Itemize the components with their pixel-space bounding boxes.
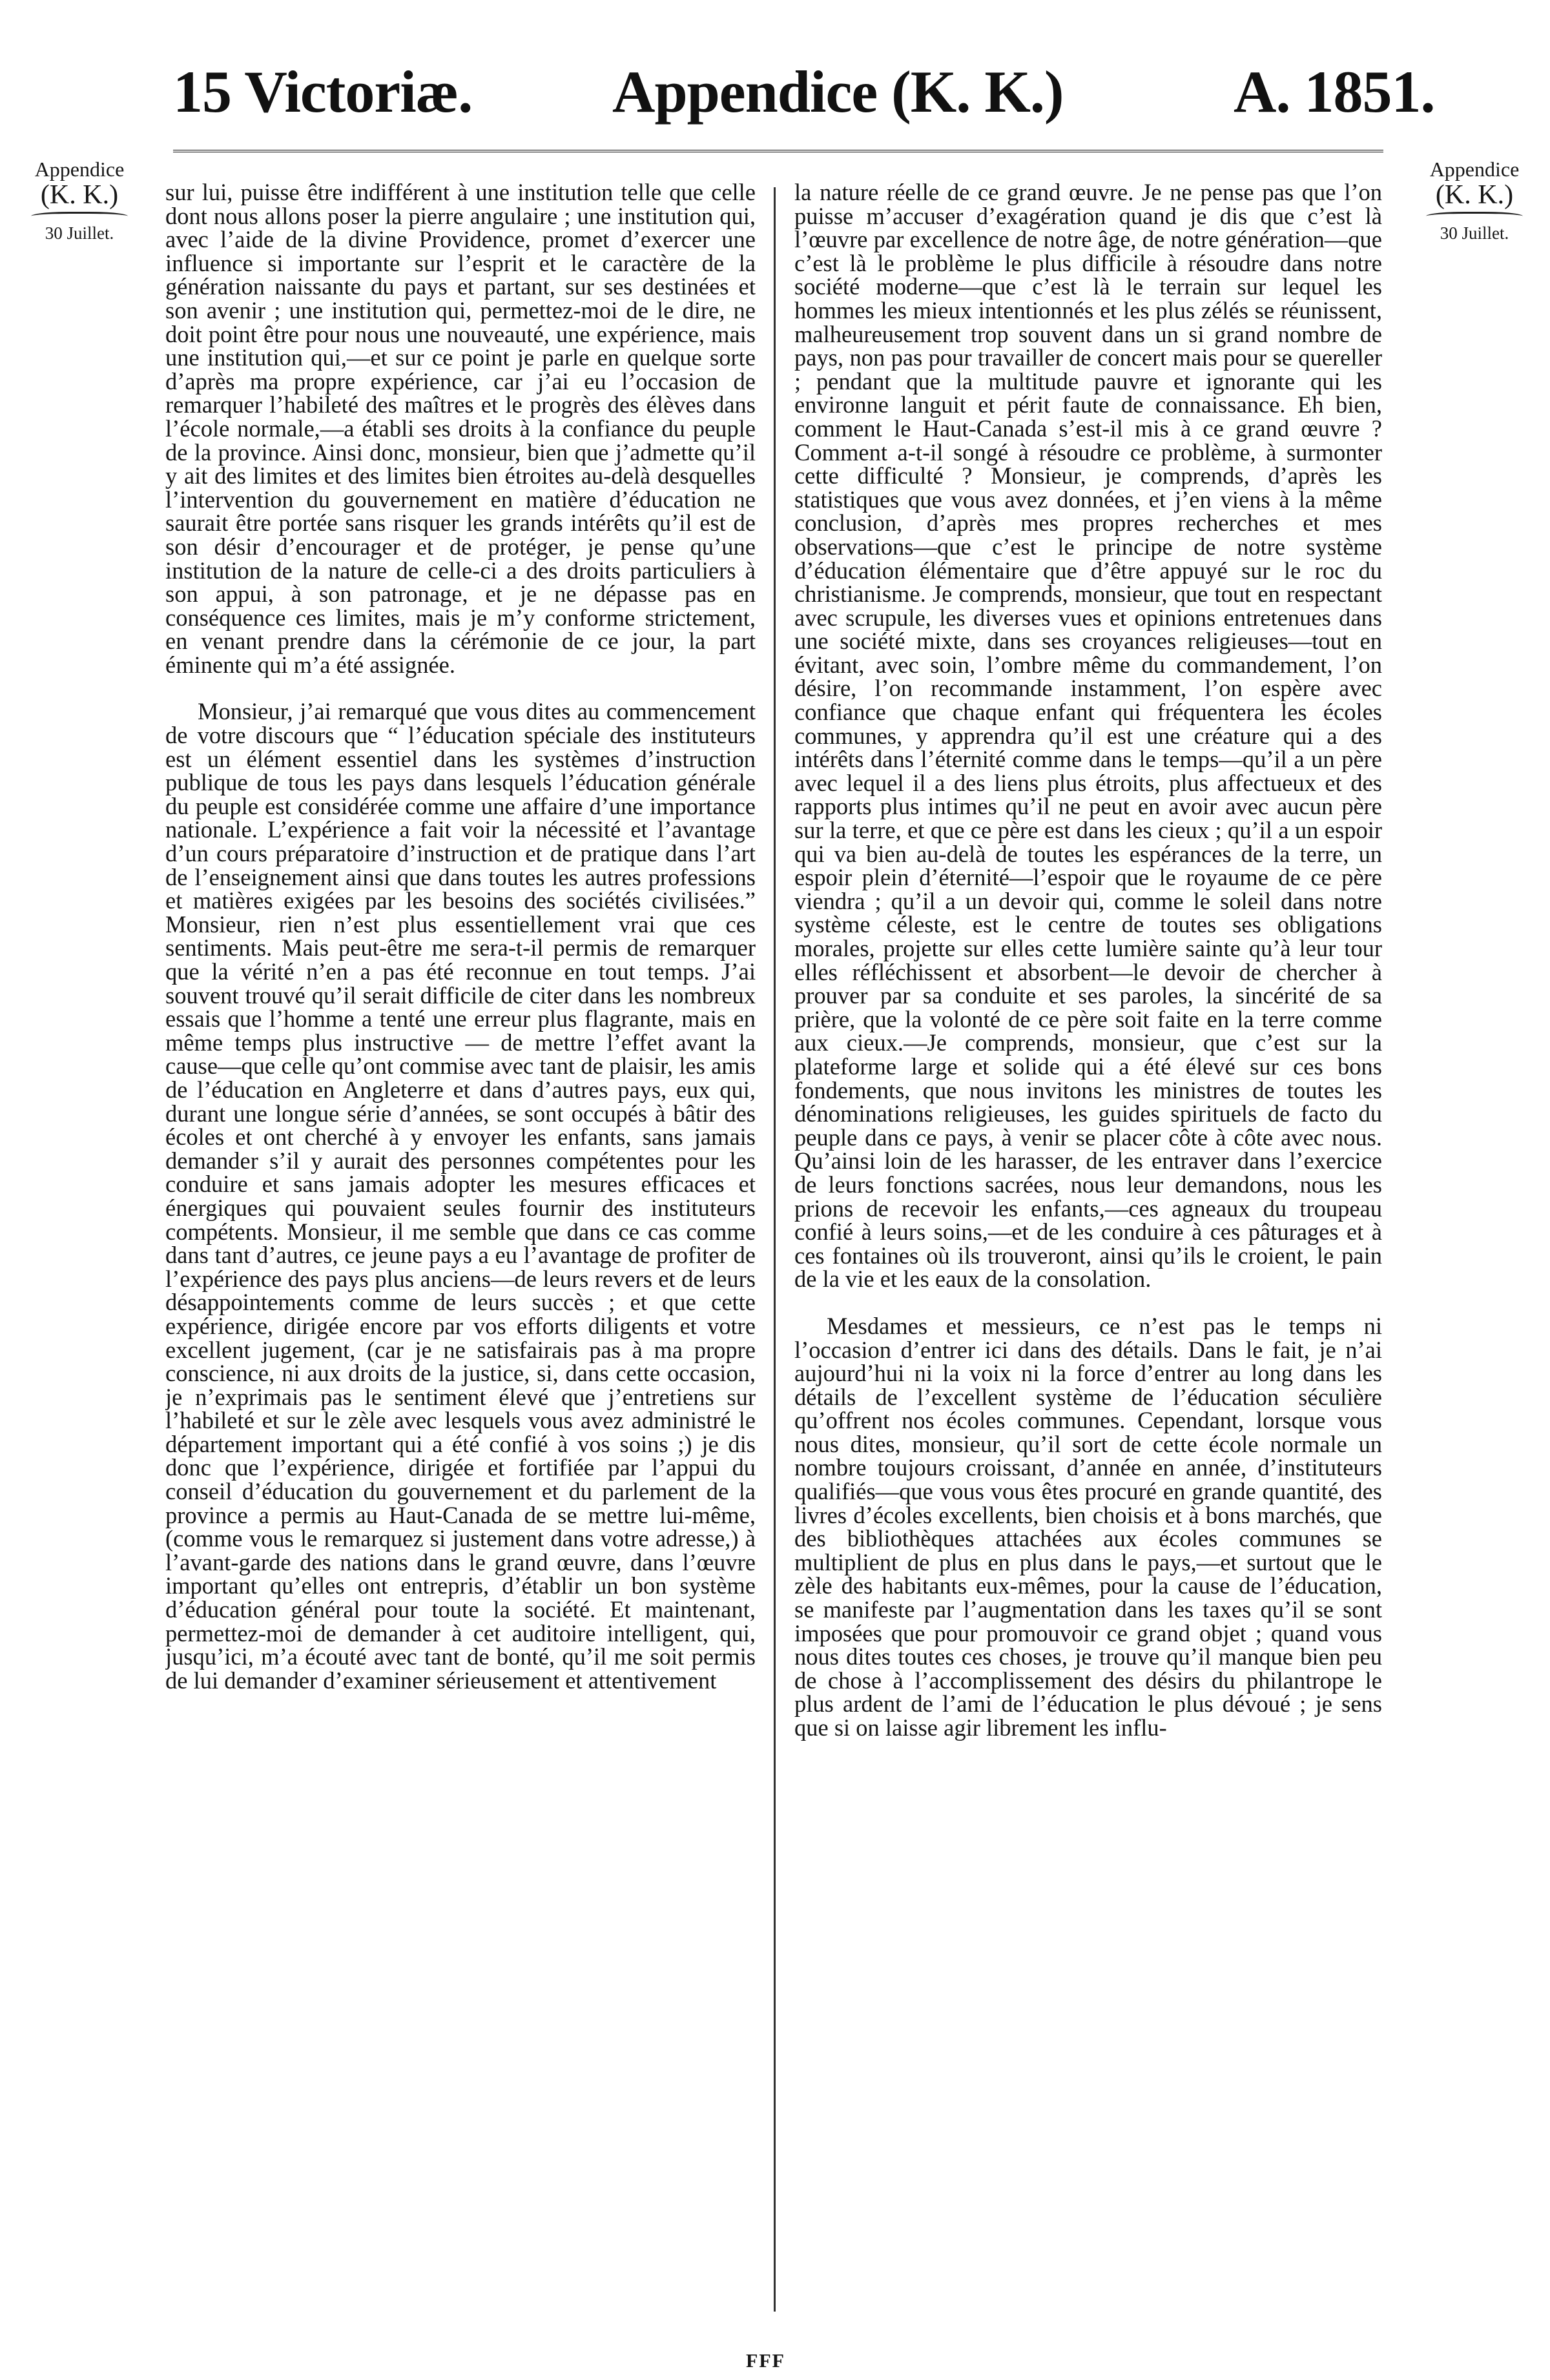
signature-mark: FFF bbox=[746, 2350, 785, 2372]
margin-note-left bbox=[25, 159, 134, 242]
paragraph: la nature réelle de ce grand œuvre. Je ne pense pas que l’on puisse m’accuser d’exagération quand je dis que c’est là l’œuvre par excellence de notre âge, de notre génération—que c’est là le problème le plus difficile à résoudre dans notre société moderne—que c’est là le terrain sur lequel les hommes les mieux intentionnés et les plus zélés se réunissent, malheureusement trop souvent dans un si grand nombre de pays, non pas pour travailler de concert mais pour se quereller ; pendant que la multitude pauvre et ignorante qui les environne languit et périt faute de connaissance. Eh bien, comment le Haut-Canada s’est-il mis à ce grand œuvre ? Comment a-t-il songé à résoudre ce problème, à surmonter cette difficulté ? Monsieur, je comprends, d’après les statistiques que vous avez données, et j’en viens à la même conclusion, d’après mes propres recherches et mes observations—que c’est le principe de notre système d’éducation élémentaire que d’être appuyé sur le roc du christianisme. Je comprends, monsieur, que tout en respectant avec scrupule, les diverses vues et opinions entretenues dans une société mixte, dans ses croyances religieuses—tout en évitant, avec soin, l’ombre même du commandement, l’on désire, l’on recommande instamment, l’on espère avec confiance que chaque enfant qui fréquentera les écoles communes, y apprendra qu’il est une créature qui a des intérêts dans l’éternité comme dans le temps—qu’il a un père avec lequel il a des liens plus étroits, plus affectueux et des rapports plus intimes qu’il ne peut en avoir avec aucun père sur la terre, et que ce père est dans les cieux ; qu’il a un espoir qui va bien au-delà de toutes les espérances de la terre, un espoir plein d’éternité—l’espoir que le royaume de ce père viendra ; qu’il a un devoir qui, comme le soleil dans notre système céleste, est le centre de toutes ses obligations morales, projette sur elles cette lumière sainte qu’à leur tour elles réfléchissent et absorbent—le devoir de chercher à prouver par sa conduite et ses paroles, la sincérité de sa prière, que la volonté de ce père soit faite en la terre comme aux cieux.—Je comprends, monsieur, que c’est sur la plateforme large et solide qui a été élevé sur ces bons fondements, que nous invitons les ministres de toutes les dénominations religieuses, les guides spirituels de facto du peuple dans ce pays, à venir se placer côte à côte avec nous. Qu’ainsi loin de les harasser, de les entraver dans l’exercice de leurs fonctions sacrées, nous leur demandons, nous les prions de recevoir les enfants,—ces agneaux du troupeau confié à leurs soins,—et de les conduire à ces pâturages et à ces fontaines où ils trouveront, ainsi qu’ils le croient, le pain de la vie et les eaux de la consolation. bbox=[794, 181, 1382, 1293]
margin-note-date: 30 Juillet. bbox=[45, 223, 114, 243]
margin-note-kk: (K. K.) bbox=[1435, 180, 1514, 210]
paragraph: sur lui, puisse être indifférent à une institution telle que celle dont nous allons poser la pierre angulaire ; une institution qui, avec l’aide de la divine Providence, promet d’exercer une influence si importante sur l’esprit et le caractère de la génération naissante du pays et partant, sur ses destinées et son avenir ; une institution qui, permettez-moi de le dire, ne doit point être pour nous une nouveauté, une expérience, mais une institution qui,—et sur ce point je parle en quelque sorte d’après ma propre expérience, car j’ai eu l’occasion de remarquer l’habileté des maîtres et le progrès des élèves dans l’école normale,—a établi ses droits à la confiance du peuple de la province. Ainsi donc, monsieur, bien que j’admette qu’il y ait des limites et des limites bien étroites au-delà desquelles l’intervention du gouvernement en matière d’éducation ne saurait être portée sans risquer les grands intérêts qu’il est de son désir d’encourager et de protéger, je pense qu’une institution de la nature de celle-ci a des droits particuliers à son appui, à son patronage, et je ne dépasse pas en conséquence ces limites, mais je m’y conforme strictement, en venant prendre dans la cérémonie de ce jour, la part éminente qui m’a été assignée. bbox=[165, 181, 756, 678]
margin-note-right bbox=[1420, 159, 1529, 242]
header-left: 15 Victoriæ. bbox=[173, 59, 473, 125]
paragraph: Monsieur, j’ai remarqué que vous dites au commencement de votre discours que “ l’éducation spéciale des instituteurs est un élément essentiel dans les systèmes d’instruction publique de tous les pays dans lesquels l’éducation générale du peuple est considérée comme une affaire d’une importance nationale. L’expérience a fait voir la nécessité et l’avantage d’un cours préparatoire d’instruction et de pratique dans l’art de l’enseignement ainsi que dans toutes les autres professions et matières exigées par les besoins des sociétés civilisées.” Monsieur, rien n’est plus essentiellement vrai que ces sentiments. Mais peut-être me sera-t-il permis de remarquer que la vérité n’en a pas été reconnue en tout temps. J’ai souvent trouvé qu’il serait difficile de citer dans les nombreux essais que l’homme a tenté une erreur plus flagrante, mais en même temps plus instructive — de mettre l’effet avant la cause—que celle qu’ont commise avec tant de plaisir, les amis de l’éducation en Angleterre et dans d’autres pays, eux qui, durant une longue série d’années, se sont occupés à bâtir des écoles et ont cherché à y envoyer les enfants, sans jamais demander s’il y aurait des personnes compétentes pour les conduire et sans jamais adopter les mesures efficaces et énergiques qui pouvaient seules fournir des instituteurs compétents. Monsieur, il me semble que dans ce cas comme dans tant d’autres, ce jeune pays a eu l’avantage de profiter de l’expérience des pays plus anciens—de leurs revers et de leurs désappointements comme de leurs succès ; et que cette expérience, dirigée encore par vos efforts diligents et votre excellent jugement, (car je ne satisfairais pas à ma propre conscience, ni aux droits de la justice, si, dans cette occasion, je n’exprimais pas le sentiment élevé que j’entretiens sur l’habileté et sur le zèle avec lesquels vous avez administré le département important qui a été confié à vos soins ;) je dis donc que l’expérience, dirigée et fortifiée par l’appui du conseil d’éducation du gouvernement et du parlement de la province a permis au Haut-Canada de se mettre lui-même, (comme vous le remarquez si justement dans votre adresse,) à l’avant-garde des nations dans le grand œuvre, dans l’œuvre important qu’elles ont entrepris, d’établir un bon système d’éducation général pour toute la société. Et maintenant, permettez-moi de demander à cet auditoire intelligent, qui, jusqu’ici, m’a écouté avec tant de bonté, qu’il me soit permis de lui demander d’examiner sérieusement et attentivement bbox=[165, 698, 756, 1694]
header-year: A. 1851. bbox=[1234, 59, 1435, 125]
header-title: Appendice (K. K.) bbox=[612, 59, 1064, 125]
left-column bbox=[165, 181, 756, 2312]
column-divider bbox=[774, 187, 776, 2312]
margin-note-date: 30 Juillet. bbox=[1440, 223, 1509, 243]
margin-note-kk: (K. K.) bbox=[40, 180, 119, 210]
running-header bbox=[0, 59, 1550, 133]
margin-note-appendice: Appendice bbox=[34, 158, 125, 181]
header-rule bbox=[173, 150, 1383, 152]
margin-brace bbox=[1426, 212, 1523, 223]
right-column bbox=[794, 181, 1382, 2312]
margin-brace bbox=[31, 212, 128, 223]
paragraph: Mesdames et messieurs, ce n’est pas le temps ni l’occasion d’entrer ici dans des détails. Dans le fait, je n’ai aujourd’hui ni la voix ni la force d’entrer au long dans les détails de l’excellent système de l’éducation séculière qu’offrent nos écoles communes. Cependant, lorsque vous nous dites, monsieur, qu’il sort de cette école normale un nombre toujours croissant, d’année en année, d’instituteurs qualifiés—que vous vous êtes procuré en grande quantité, des livres d’écoles excellents, bien choisis et à bons marchés, que des bibliothèques attachées aux écoles communes se multiplient de plus en plus dans le pays,—et surtout que le zèle des habitants eux-mêmes, pour la cause de l’éducation, se manifeste par l’augmentation dans les taxes qu’il se sont imposées que pour promouvoir ce grand objet ; quand vous nous dites toutes ces choses, je trouve qu’il manque bien peu de chose à l’accomplissement des désirs du philantrope le plus ardent de l’ami de l’éducation le plus dévoué ; je sens que si on laisse agir librement les influ- bbox=[794, 1312, 1382, 1741]
margin-note-appendice: Appendice bbox=[1429, 158, 1520, 181]
